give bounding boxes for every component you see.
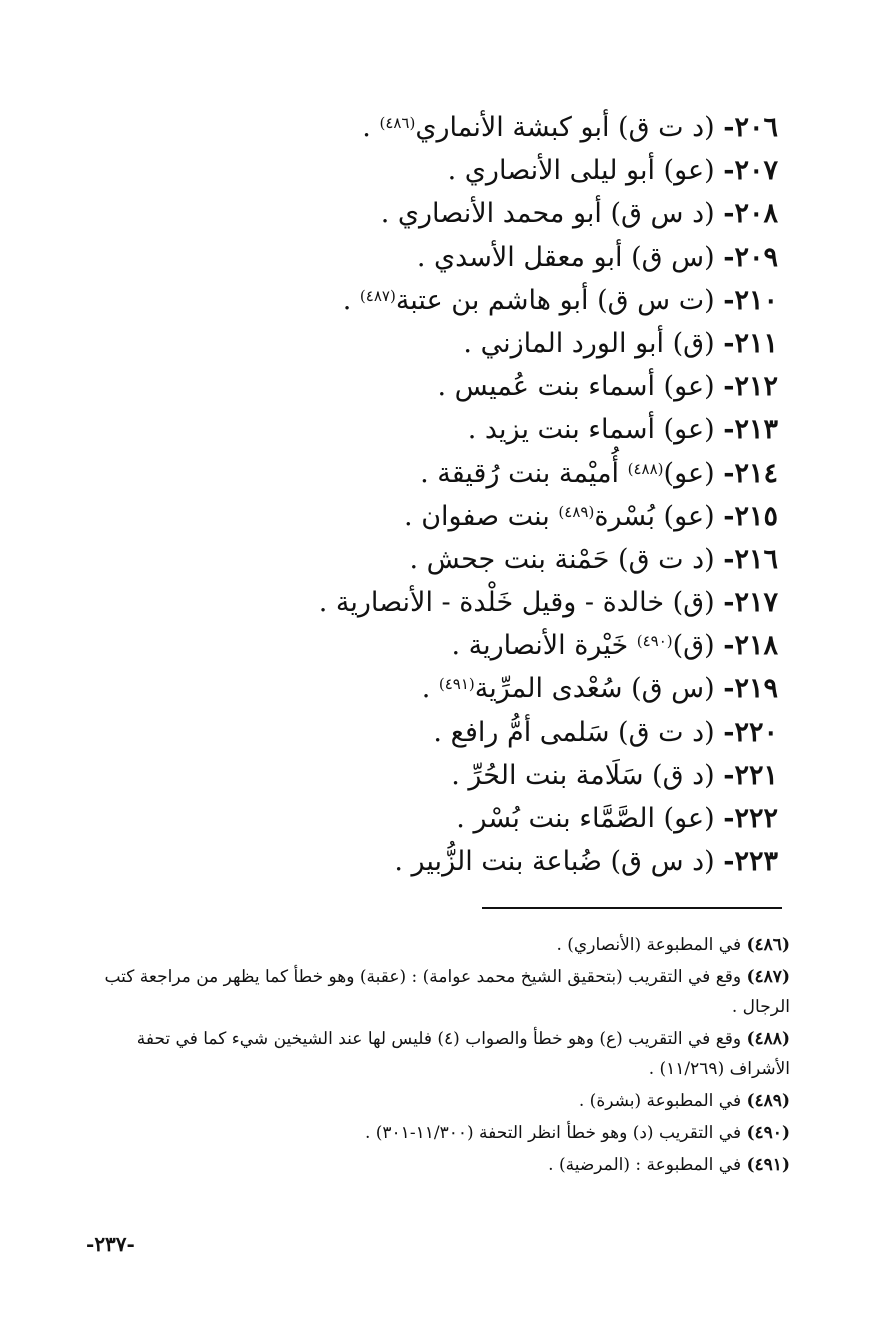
list-item (178, 840, 778, 883)
list-item (178, 408, 778, 451)
footnote-number: (٤٩٠) (746, 1123, 790, 1143)
list-item (178, 192, 778, 235)
list-item (178, 754, 778, 797)
entry-text: (ق) خالدة - وقيل خَلْدة - الأنصارية . (318, 587, 715, 619)
entry-number: ٢١٥- (723, 500, 778, 532)
footnote-text: في المطبوعة : (المرضية) . (548, 1155, 742, 1175)
entry-text-end: أُميْمة بنت رُقيقة . (420, 457, 620, 489)
footnote-marker: (٤٩١) (438, 675, 475, 694)
list-item (178, 149, 778, 192)
footnote-number: (٤٩١) (746, 1155, 790, 1175)
entry-number: ٢١٣- (723, 414, 778, 446)
entry-text: (س ق) أبو معقل الأسدي . (416, 241, 715, 273)
footnote-text: في المطبوعة (الأنصاري) . (556, 935, 742, 955)
list-item (178, 667, 778, 710)
footnote-text: وقع في التقريب (بتحقيق الشيخ محمد عوامة) : (عقبة) وهو خطأ كما يظهر من مراجعة كتب الرجال . (104, 967, 790, 1017)
footnote-marker: (٤٨٩) (558, 502, 595, 521)
entry-text: (ق) أبو الورد المازني . (463, 327, 715, 359)
entry-number: ٢١٠- (723, 284, 778, 316)
entry-number: ٢٢٠- (723, 716, 778, 748)
footnote-marker: (٤٨٦) (379, 114, 416, 132)
entry-text: (د ت ق) حَمْنة بنت جحش . (409, 543, 715, 575)
footnote-number: (٤٨٩) (746, 1091, 790, 1111)
list-item (178, 452, 778, 495)
entry-number: ٢١٧- (723, 587, 778, 619)
footnote-marker: (٤٩٠) (636, 632, 673, 651)
entry-text: (ق) (672, 630, 715, 662)
footnote (90, 930, 790, 960)
footnote (90, 1118, 790, 1148)
entry-number: ٢١٢- (723, 371, 778, 403)
entry-number: ٢٠٨- (723, 198, 778, 230)
entry-text: (عو) بُسْرة (594, 500, 715, 532)
footnote (90, 1150, 790, 1180)
entry-number: ٢٠٧- (723, 155, 778, 187)
entry-text: (د س ق) أبو محمد الأنصاري . (380, 198, 715, 230)
entry-text-end: . (342, 284, 352, 316)
entry-text: (د ت ق) سَلمى أمُّ رافع . (433, 716, 715, 748)
footnote-text: في المطبوعة (بشرة) . (578, 1091, 742, 1111)
entry-number: ٢٢٢- (723, 803, 778, 834)
footnote (90, 962, 790, 1022)
entry-text: (عو) (663, 457, 715, 489)
entry-number: ٢٠٩- (723, 241, 778, 273)
entry-text: (عو) الصَّمَّاء بنت بُسْر . (456, 803, 715, 834)
footnote-marker: (٤٨٧) (359, 286, 396, 305)
list-item (178, 322, 778, 365)
footnote-divider (482, 907, 782, 909)
entry-number: ٢١٨- (723, 630, 778, 662)
footnote-text: في التقريب (د) وهو خطأ انظر التحفة (١١/٣٠٠-٣٠١) . (364, 1123, 742, 1143)
entry-text: (د ت ق) أبو كبشة الأنماري (415, 112, 715, 143)
footnote-number: (٤٨٦) (746, 935, 790, 955)
entry-number: ٢٢٣- (723, 846, 778, 878)
list-item (178, 279, 778, 322)
footnote-marker: (٤٨٨) (627, 459, 664, 478)
list-item (178, 365, 778, 408)
entry-text: (د ق) سَلَامة بنت الحُرِّ . (451, 759, 715, 791)
list-item (178, 581, 778, 624)
list-item (178, 236, 778, 279)
entry-text: (عو) أبو ليلى الأنصاري . (447, 155, 715, 187)
entry-text: (س ق) سُعْدى المرِّية (474, 673, 715, 705)
list-item (178, 538, 778, 581)
list-item (178, 106, 778, 149)
entry-number: ٢١٦- (723, 543, 778, 575)
list-item (178, 624, 778, 667)
entry-text-end: . (362, 112, 371, 143)
page-number: -٢٣٧- (86, 1232, 135, 1256)
list-item (178, 711, 778, 754)
footnote-number: (٤٨٧) (746, 967, 790, 987)
footnote-text: وقع في التقريب (ع) وهو خطأ والصواب (٤) فليس لها عند الشيخين شيء كما في تحفة الأشراف (١١/٢٦٩) . (136, 1029, 790, 1079)
entry-text-end: . (421, 673, 431, 705)
entry-text: (ت س ق) أبو هاشم بن عتبة (395, 284, 715, 316)
footnotes (90, 930, 790, 1182)
entry-text: (عو) أسماء بنت عُميس . (437, 371, 715, 403)
entry-number: ٢١٩- (723, 673, 778, 705)
entry-number: ٢٢١- (723, 759, 778, 791)
entry-number: ٢٠٦- (723, 112, 778, 143)
entry-number: ٢١٤- (723, 457, 778, 489)
footnote (90, 1086, 790, 1116)
list-item (178, 797, 778, 840)
entry-text-end: بنت صفوان . (404, 500, 550, 532)
footnote-number: (٤٨٨) (746, 1029, 790, 1049)
footnote (90, 1024, 790, 1084)
entry-text: (عو) أسماء بنت يزيد . (467, 414, 715, 446)
entry-text: (د س ق) ضُباعة بنت الزُّبير . (394, 846, 715, 878)
entry-text-end: خَيْرة الأنصارية . (451, 630, 629, 662)
entry-number: ٢١١- (723, 327, 778, 359)
list-item (178, 495, 778, 538)
narrator-list (178, 106, 778, 883)
